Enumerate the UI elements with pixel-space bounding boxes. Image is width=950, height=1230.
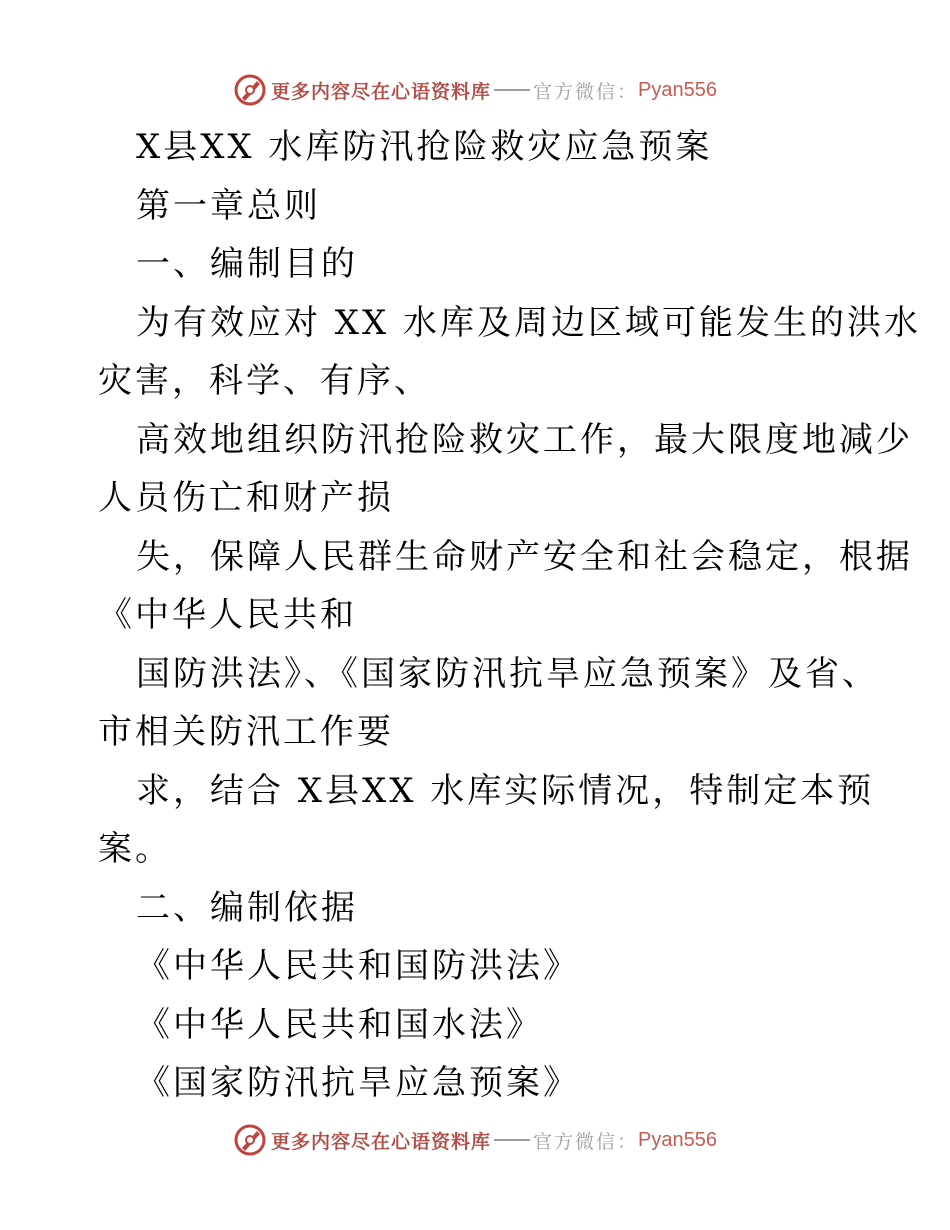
brand-logo-icon [233, 1123, 267, 1157]
document-line: 求，结合 X县XX 水库实际情况，特制定本预 [136, 770, 875, 811]
watermark-footer [0, 1120, 950, 1160]
watermark-dash [494, 1139, 530, 1141]
document-line: 灾害，科学、有序、 [98, 361, 431, 401]
document-line: 一、编制目的 [136, 244, 358, 284]
watermark-dash [494, 89, 530, 91]
document-line: 案。 [98, 829, 172, 869]
watermark-brand-text: 更多内容尽在心语资料库 [271, 80, 492, 103]
document-line: 二、编制依据 [136, 887, 358, 928]
document-line: 《中华人民共和国水法》 [136, 1004, 543, 1045]
watermark-official-label: 官方微信： [533, 80, 639, 103]
document-line: X县XX 水库防汛抢险救灾应急预案 [136, 127, 713, 167]
watermark-header [0, 70, 950, 110]
document-line: 国防洪法》、《国家防汛抗旱应急预案》及省、 [136, 653, 879, 694]
watermark-brand-text: 更多内容尽在心语资料库 [271, 1130, 492, 1153]
document-line: 《国家防汛抗旱应急预案》 [136, 1063, 580, 1103]
document-line: 人员伤亡和财产损 [98, 478, 394, 518]
document-line: 市相关防汛工作要 [98, 712, 394, 752]
document-line: 高效地组织防汛抢险救灾工作，最大限度地减少 [136, 419, 913, 460]
brand-logo-icon [233, 73, 267, 107]
document-line: 为有效应对 XX 水库及周边区域可能发生的洪水 [136, 302, 922, 343]
watermark-wechat-id: Pyan556 [638, 78, 717, 101]
document-line: 《中华人民共和国防洪法》 [136, 946, 580, 986]
document-line: 第一章总则 [136, 185, 321, 226]
document-body [98, 118, 922, 1113]
document-line: 《中华人民共和 [98, 595, 357, 635]
watermark-official-label: 官方微信： [533, 1130, 639, 1153]
watermark-wechat-id: Pyan556 [638, 1128, 717, 1151]
document-line: 失，保障人民群生命财产安全和社会稳定，根据 [136, 536, 913, 577]
